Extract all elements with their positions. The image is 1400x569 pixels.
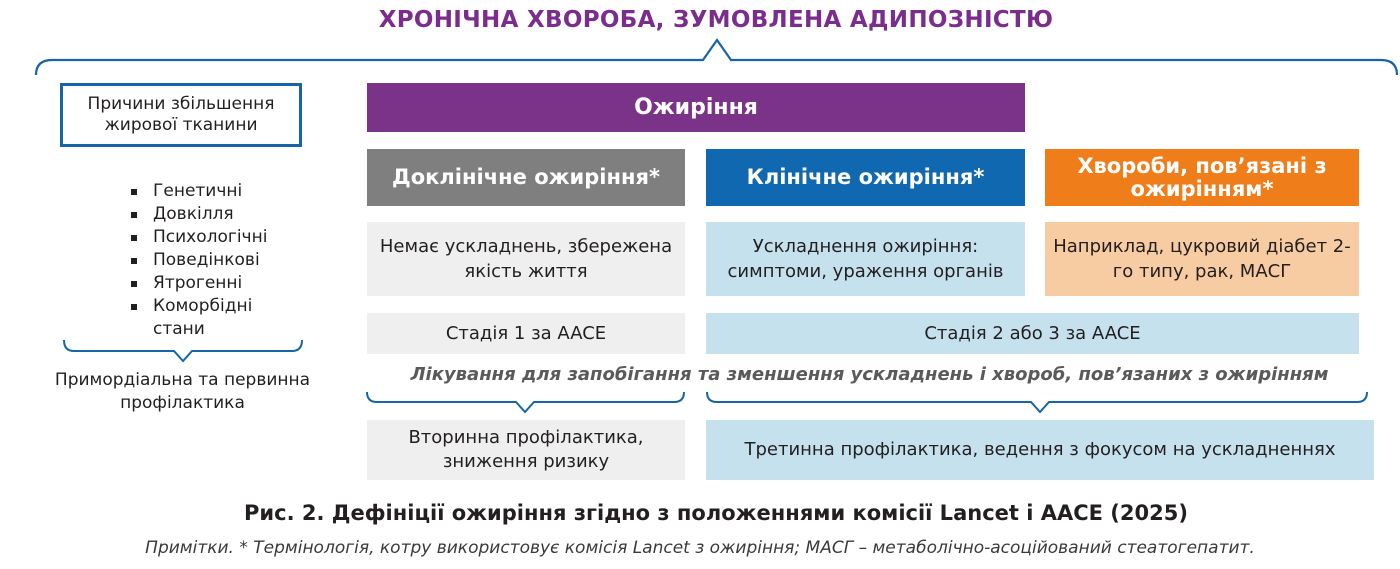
factor-item: Поведінкові <box>125 249 305 272</box>
preclinical-obesity-header: Доклінічне ожиріння* <box>367 149 685 206</box>
causes-box: Причини збільшення жирової тканини <box>60 83 302 147</box>
factor-item: Генетичні <box>125 180 305 203</box>
tertiary-prevention-box: Третинна профілактика, ведення з фокусом на ускладненнях <box>706 420 1374 480</box>
primordial-prevention-text: Примордіальна та первинна профілактика <box>54 370 311 413</box>
tertiary-bracket-line <box>707 392 1367 412</box>
secondary-bracket-line <box>367 392 684 412</box>
factor-item: Коморбідні стани <box>125 295 305 341</box>
figure-note: Примітки. * Термінологія, котру використовує комісія Lancet з ожиріння; МАСГ – метаболічно-асоційований стеатогепатит. <box>145 538 1255 558</box>
factor-item: Довкілля <box>125 203 305 226</box>
clinical-obesity-header: Клінічне ожиріння* <box>706 149 1025 206</box>
obesity-bar: Ожиріння <box>367 83 1025 132</box>
stage-2-3-box: Стадія 2 або 3 за AACE <box>706 313 1359 354</box>
obesity-related-diseases-header: Хвороби, пов’язані з ожирінням* <box>1045 149 1359 206</box>
factor-item: Психологічні <box>125 226 305 249</box>
stage-1-box: Стадія 1 за AACE <box>367 313 685 354</box>
secondary-prevention-box: Вторинна профілактика, зниження ризику <box>367 420 685 480</box>
figure-caption: Рис. 2. Дефініції ожиріння згідно з положеннями комісії Lancet і AACE (2025) <box>244 501 1188 525</box>
clinical-description: Ускладнення ожиріння: симптоми, ураження органів <box>706 222 1025 296</box>
factor-item: Ятрогенні <box>125 272 305 295</box>
treatment-text: Лікування для запобігання та зменшення ускладнень і хвороб, пов’язаних з ожирінням <box>410 364 1329 385</box>
preclinical-description: Немає ускладнень, збережена якість життя <box>367 222 685 296</box>
related-diseases-description: Наприклад, цукровий діабет 2-го типу, рак, МАСГ <box>1045 222 1359 296</box>
diagram-title: ХРОНІЧНА ХВОРОБА, ЗУМОВЛЕНА АДИПОЗНІСТЮ <box>378 7 1054 33</box>
